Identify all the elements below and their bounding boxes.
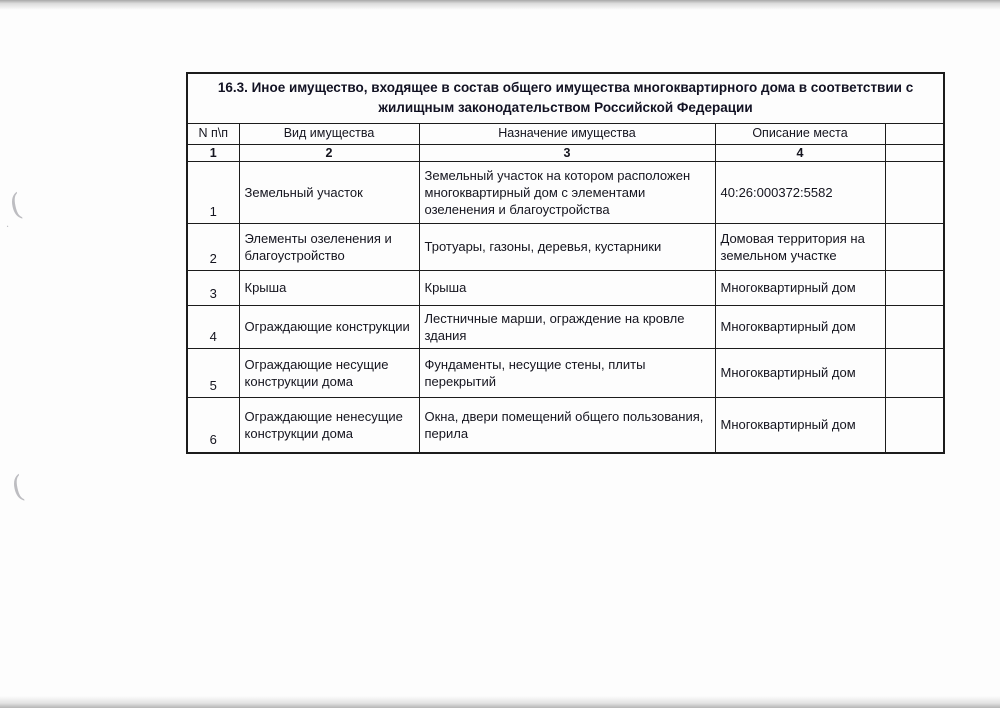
property-purpose: Тротуары, газоны, деревья, кустарники [419, 224, 715, 271]
header-purpose: Назначение имущества [419, 123, 715, 144]
pen-mark: ( [8, 469, 28, 506]
table-row [187, 349, 944, 398]
pen-mark-dot: · [6, 222, 10, 233]
property-purpose: Лестничные марши, ограждение на кровле здания [419, 306, 715, 349]
column-number-row [187, 144, 944, 162]
property-location: Многоквартирный дом [715, 398, 885, 453]
colnum-3: 3 [419, 144, 715, 162]
property-type: Элементы озеленения и благоустройство [239, 224, 419, 271]
scan-artifact-bottom [0, 696, 1000, 708]
pen-mark: ( [6, 187, 26, 224]
empty-cell [885, 306, 944, 349]
empty-cell [885, 398, 944, 453]
property-location: Многоквартирный дом [715, 271, 885, 306]
property-type: Ограждающие несущие конструкции дома [239, 349, 419, 398]
row-number: 5 [187, 349, 239, 398]
property-location: 40:26:000372:5582 [715, 162, 885, 224]
table-title-row [187, 73, 944, 123]
property-type: Земельный участок [239, 162, 419, 224]
empty-cell [885, 349, 944, 398]
property-type: Ограждающие ненесущие конструкции дома [239, 398, 419, 453]
table-row [187, 306, 944, 349]
header-num: N п\п [187, 123, 239, 144]
table-row [187, 271, 944, 306]
colnum-5 [885, 144, 944, 162]
row-number: 2 [187, 224, 239, 271]
row-number: 6 [187, 398, 239, 453]
header-type: Вид имущества [239, 123, 419, 144]
scan-artifact-top [0, 0, 1000, 10]
property-type: Ограждающие конструкции [239, 306, 419, 349]
property-purpose: Фундаменты, несущие стены, плиты перекрытий [419, 349, 715, 398]
empty-cell [885, 224, 944, 271]
property-location: Домовая территория на земельном участке [715, 224, 885, 271]
colnum-1: 1 [187, 144, 239, 162]
property-type: Крыша [239, 271, 419, 306]
table-row [187, 224, 944, 271]
property-location: Многоквартирный дом [715, 306, 885, 349]
row-number: 1 [187, 162, 239, 224]
table-header-row [187, 123, 944, 144]
empty-cell [885, 162, 944, 224]
property-table [186, 72, 945, 454]
colnum-2: 2 [239, 144, 419, 162]
property-purpose: Окна, двери помещений общего пользования, перила [419, 398, 715, 453]
header-location: Описание места [715, 123, 885, 144]
table-row [187, 398, 944, 453]
row-number: 3 [187, 271, 239, 306]
table-row [187, 162, 944, 224]
row-number: 4 [187, 306, 239, 349]
property-purpose: Земельный участок на котором расположен многоквартирный дом с элементами озеленения и благоустройства [419, 162, 715, 224]
table-title: 16.3. Иное имущество, входящее в состав общего имущества многоквартирного дома в соответствии с жилищным законодательством Российской Федерации [187, 73, 944, 123]
header-empty [885, 123, 944, 144]
empty-cell [885, 271, 944, 306]
colnum-4: 4 [715, 144, 885, 162]
property-purpose: Крыша [419, 271, 715, 306]
property-location: Многоквартирный дом [715, 349, 885, 398]
